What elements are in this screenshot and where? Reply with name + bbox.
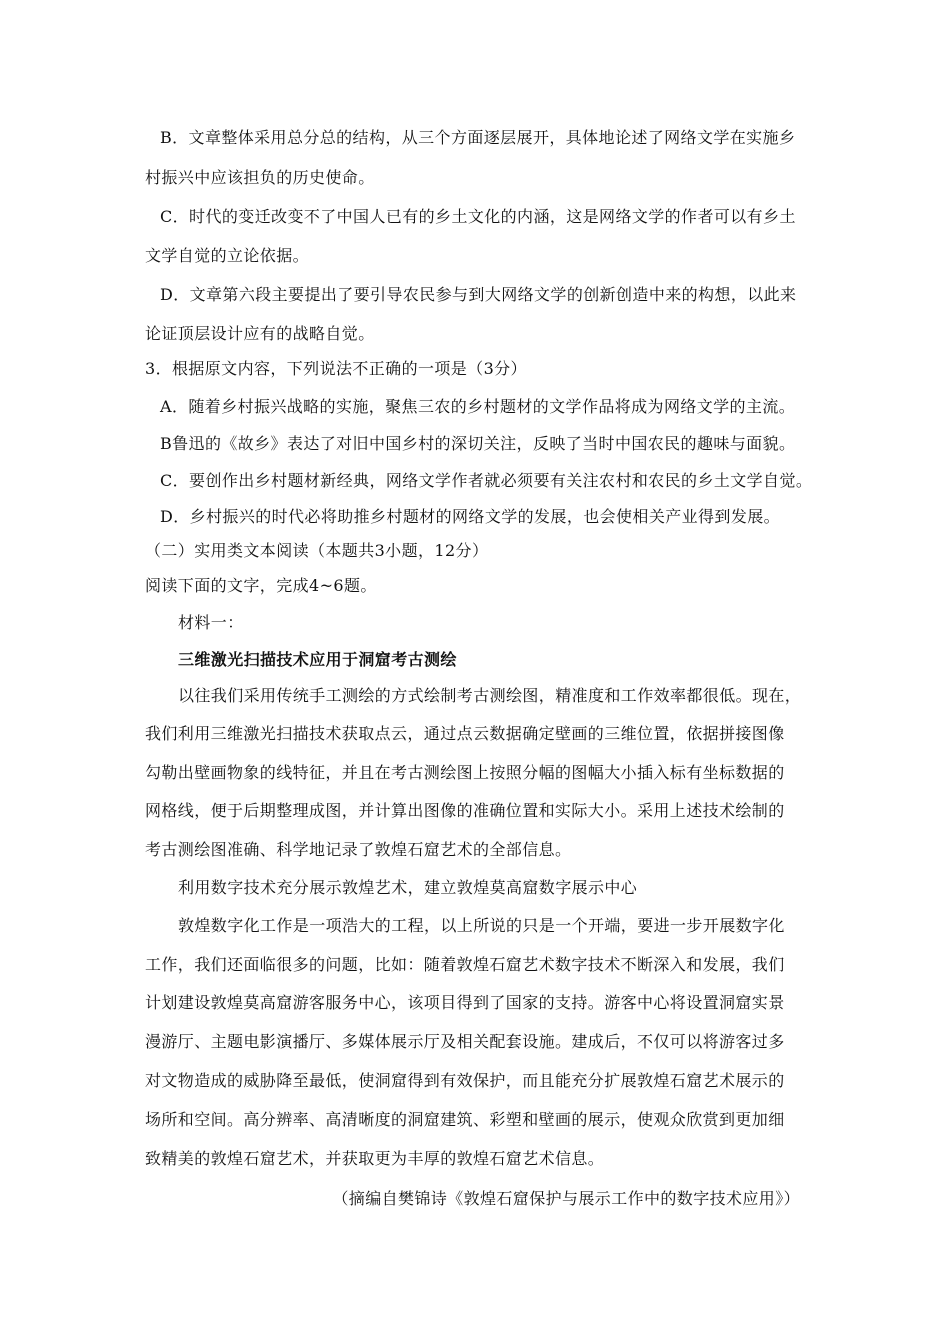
material1-subtitle: 利用数字技术充分展示敦煌艺术，建立敦煌莫高窟数字展示中心: [178, 878, 638, 897]
material1-para2-line: 计划建设敦煌莫高窟游客服务中心，该项目得到了国家的支持。游客中心将设置洞窟实景: [145, 993, 785, 1012]
q3-option-c: C．要创作出乡村题材新经典，网络文学作者就必须要有关注农村和农民的乡土文学自觉。: [160, 471, 813, 490]
material1-source: （摘编自樊锦诗《敦煌石窟保护与展示工作中的数字技术应用》）: [332, 1189, 800, 1208]
q2-option-c-line2: 文学自觉的立论依据。: [145, 246, 310, 265]
material1-label: 材料一：: [178, 613, 244, 632]
material1-para2-line: 致精美的敦煌石窟艺术，并获取更为丰厚的敦煌石窟艺术信息。: [145, 1149, 605, 1168]
q3-option-b: B鲁迅的《故乡》表达了对旧中国乡村的深切关注，反映了当时中国农民的趣味与面貌。: [160, 434, 796, 453]
material1-para1-line: 网格线，便于后期整理成图，并计算出图像的准确位置和实际大小。采用上述技术绘制的: [145, 801, 785, 820]
section2-heading: （二）实用类文本阅读（本题共3小题，12分）: [145, 541, 489, 560]
q3-option-a: A．随着乡村振兴战略的实施，聚焦三农的乡村题材的文学作品将成为网络文学的主流。: [160, 397, 796, 416]
material1-para2-line: 漫游厅、主题电影演播厅、多媒体展示厅及相关配套设施。建成后，不仅可以将游客过多: [145, 1032, 785, 1051]
material1-para1-line: 勾勒出壁画物象的线特征，并且在考古测绘图上按照分幅的图幅大小插入标有坐标数据的: [145, 763, 785, 782]
q2-option-d-line2: 论证顶层设计应有的战略自觉。: [145, 324, 375, 343]
material1-para2-line: 敦煌数字化工作是一项浩大的工程，以上所说的只是一个开端，要进一步开展数字化: [178, 916, 785, 935]
material1-para2-line: 工作，我们还面临很多的问题，比如：随着敦煌石窟艺术数字技术不断深入和发展，我们: [145, 955, 785, 974]
material1-para1-line: 以往我们采用传统手工测绘的方式绘制考古测绘图，精准度和工作效率都很低。现在，: [178, 686, 802, 705]
q2-option-c-line1: C．时代的变迁改变不了中国人已有的乡土文化的内涵，这是网络文学的作者可以有乡土: [160, 207, 796, 226]
q2-option-d-line1: D．文章第六段主要提出了要引导农民参与到大网络文学的创新创造中来的构想，以此来: [160, 285, 797, 304]
q3-option-d: D．乡村振兴的时代必将助推乡村题材的网络文学的发展，也会使相关产业得到发展。: [160, 507, 781, 526]
q2-option-b-line1: B．文章整体采用总分总的结构，从三个方面逐层展开，具体地论述了网络文学在实施乡: [160, 128, 796, 147]
section2-instruction: 阅读下面的文字，完成4~6题。: [145, 576, 377, 595]
material1-para2-line: 对文物造成的威胁降至最低，使洞窟得到有效保护，而且能充分扩展敦煌石窟艺术展示的: [145, 1071, 785, 1090]
material1-para1-line: 考古测绘图准确、科学地记录了敦煌石窟艺术的全部信息。: [145, 840, 572, 859]
q3-stem: 3．根据原文内容，下列说法不正确的一项是（3分）: [145, 359, 527, 378]
material1-para2-line: 场所和空间。高分辨率、高清晰度的洞窟建筑、彩塑和壁画的展示，使观众欣赏到更加细: [145, 1110, 785, 1129]
material1-title: 三维激光扫描技术应用于洞窟考古测绘: [178, 650, 457, 669]
material1-para1-line: 我们利用三维激光扫描技术获取点云，通过点云数据确定壁画的三维位置，依据拼接图像: [145, 724, 785, 743]
q2-option-b-line2: 村振兴中应该担负的历史使命。: [145, 168, 375, 187]
